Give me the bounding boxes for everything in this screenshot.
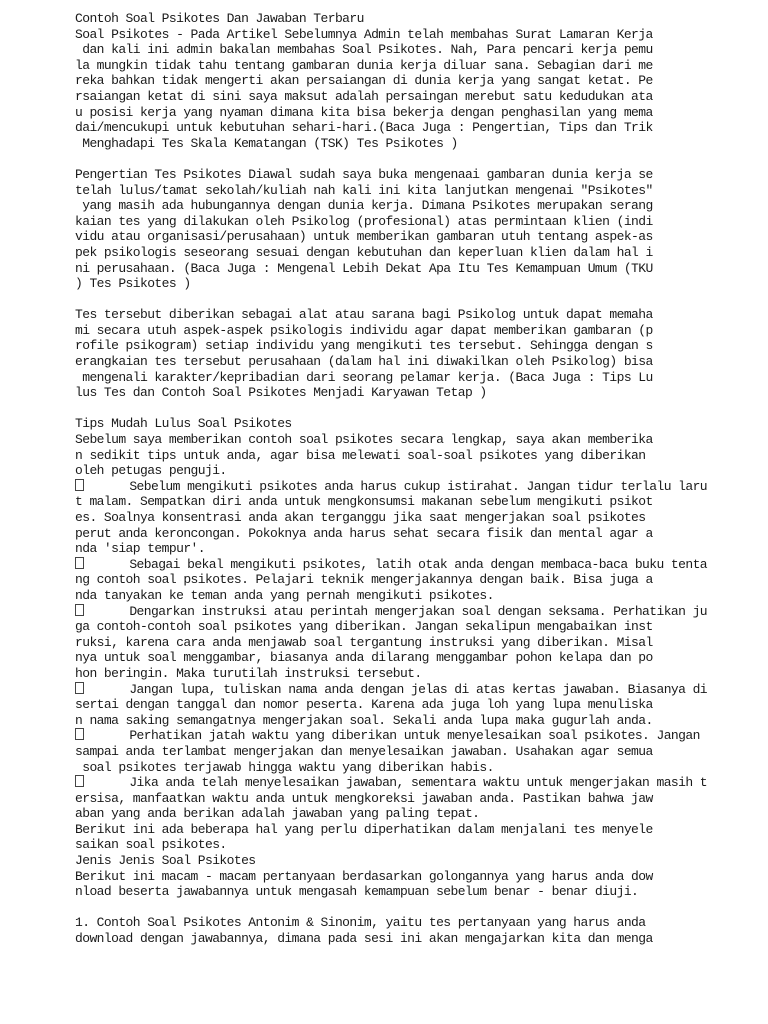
text-line: dan kali ini admin bakalan membahas Soal Psikotes. Nah, Para pencari kerja pemu	[75, 42, 653, 58]
paragraph-gap	[75, 151, 755, 167]
jenis-heading: Jenis Jenis Soal Psikotes	[75, 853, 256, 869]
text-line: sampai anda terlambat mengerjakan dan menyelesaikan jawaban. Usahakan agar semua	[75, 743, 653, 759]
text-line: es. Soalnya konsentrasi anda akan terganggu jika saat mengerjakan soal psikotes	[75, 510, 646, 525]
missing-glyph-icon	[75, 728, 84, 740]
tip-item	[75, 775, 755, 822]
text-line: pek psikologis seseorang sesuai dengan kebutuhan dan keperluan klien dalam hal i	[75, 244, 653, 260]
tip-item	[75, 557, 755, 604]
paragraph-gap	[75, 292, 755, 308]
text-line	[75, 728, 755, 744]
missing-glyph-icon	[75, 604, 84, 616]
text-line: n nama saking semangatnya mengerjakan soal. Sekali anda lupa maka gugurlah anda.	[75, 712, 653, 728]
text-line: lus Tes dan Contoh Soal Psikotes Menjadi Karyawan Tetap )	[75, 385, 487, 401]
text-line: la mungkin tidak tahu tentang gambaran dunia kerja diluar sana. Sebagian dari me	[75, 57, 653, 73]
intro-paragraph	[75, 27, 755, 152]
tip-text: Perhatikan jatah waktu yang diberikan untuk menyelesaikan soal psikotes. Jangan	[86, 728, 700, 744]
numbered-item	[75, 915, 755, 946]
tip-item	[75, 682, 755, 729]
text-line: oleh petugas penguji.	[75, 463, 227, 479]
paragraph-gap	[75, 401, 755, 417]
text-line: Pengertian Tes Psikotes Diawal sudah saya buka mengenaai gambaran dunia kerja se	[75, 166, 653, 182]
text-line	[75, 479, 755, 495]
text-line: Tes tersebut diberikan sebagai alat atau sarana bagi Psikolog untuk dapat memaha	[75, 307, 653, 323]
text-line: kaian tes yang dilakukan oleh Psikolog (profesional) atas permintaan klien (indi	[75, 213, 653, 229]
tip-text: Jika anda telah menyelesaikan jawaban, sementara waktu untuk mengerjakan masih t	[86, 775, 708, 791]
text-line: reka bahkan tidak mengerti akan persaiangan di dunia kerja yang sangat ketat. Pe	[75, 73, 653, 89]
text-line: nload beserta jawabannya untuk mengasah kemampuan sebelum benar - benar diuji.	[75, 884, 639, 900]
purpose-paragraph	[75, 307, 755, 401]
text-line: rsaiangan ketat di sini saya maksut adalah persaingan merebut satu kedudukan ata	[75, 88, 653, 104]
text-line: dai/mencukupi untuk kebutuhan sehari-hari.(Baca Juga : Pengertian, Tips dan Trik	[75, 120, 653, 136]
tip-item	[75, 728, 755, 775]
jenis-intro	[75, 869, 755, 900]
missing-glyph-icon	[75, 557, 84, 569]
text-line	[75, 682, 755, 698]
tip-item	[75, 479, 755, 557]
text-line: Menghadapi Tes Skala Kematangan (TSK) Tes Psikotes )	[75, 135, 458, 151]
tip-item	[75, 604, 755, 682]
text-line: 1. Contoh Soal Psikotes Antonim & Sinonim, yaitu tes pertanyaan yang harus anda	[75, 915, 646, 931]
definition-paragraph	[75, 167, 755, 292]
text-line: soal psikotes terjawab hingga waktu yang diberikan habis.	[75, 759, 494, 775]
text-line: perut anda keroncongan. Pokoknya anda harus sehat secara fisik dan mental agar a	[75, 525, 653, 541]
tip-text: Jangan lupa, tuliskan nama anda dengan jelas di atas kertas jawaban. Biasanya di	[86, 681, 708, 697]
tip-text: Sebelum mengikuti psikotes anda harus cukup istirahat. Jangan tidur terlalu laru	[86, 478, 708, 494]
text-line: ruksi, karena cara anda menjawab soal tergantung instruksi yang diberikan. Misal	[75, 634, 653, 650]
text-line: rofile psikogram) setiap individu yang mengikuti tes tersebut. Sehingga dengan s	[75, 338, 653, 354]
text-line	[75, 775, 755, 791]
text-line	[75, 557, 755, 573]
text-line: Berikut ini ada beberapa hal yang perlu diperhatikan dalam menjalani tes menyele	[75, 821, 653, 837]
text-line: nda 'siap tempur'.	[75, 541, 205, 557]
text-line: ni perusahaan. (Baca Juga : Mengenal Lebih Dekat Apa Itu Tes Kemampuan Umum (TKU	[75, 260, 653, 276]
text-line: t malam. Sempatkan diri anda untuk mengkonsumsi makanan sebelum mengikuti psikot	[75, 494, 653, 510]
text-line: Soal Psikotes - Pada Artikel Sebelumnya Admin telah membahas Surat Lamaran Kerja	[75, 26, 653, 42]
text-line: hon beringin. Maka turutilah instruksi tersebut.	[75, 665, 422, 681]
missing-glyph-icon	[75, 479, 84, 491]
text-line	[75, 604, 755, 620]
text-line: erangkaian tes tersebut perusahaan (dalam hal ini diwakilkan oleh Psikolog) bisa	[75, 354, 653, 370]
text-line: mengenali karakter/kepribadian dari seorang pelamar kerja. (Baca Juga : Tips Lu	[75, 369, 653, 385]
text-line: nya untuk soal menggambar, biasanya anda dilarang menggambar pohon kelapa dan po	[75, 650, 653, 666]
text-line: mi secara utuh aspek-aspek psikologis individu agar dapat memberikan gambaran (p	[75, 322, 653, 338]
text-line: u posisi kerja yang nyaman dimana kita bisa bekerja dengan penghasilan yang mema	[75, 104, 653, 120]
text-line: vidu atau organisasi/perusahaan) untuk memberikan gambaran utuh tentang aspek-as	[75, 229, 653, 245]
text-line: ersisa, manfaatkan waktu anda untuk mengkoreksi jawaban anda. Pastikan bahwa jaw	[75, 790, 653, 806]
missing-glyph-icon	[75, 775, 84, 787]
document-page	[75, 11, 755, 947]
text-line: nda tanyakan ke teman anda yang pernah mengikuti psikotes.	[75, 587, 494, 603]
document-title: Contoh Soal Psikotes Dan Jawaban Terbaru	[75, 11, 364, 26]
text-line: Berikut ini macam - macam pertanyaan berdasarkan golongannya yang harus anda dow	[75, 868, 653, 884]
text-line: n sedikit tips untuk anda, agar bisa melewati soal-soal psikotes yang diberikan	[75, 447, 646, 463]
text-line: sertai dengan tanggal dan nomor peserta. Karena ada juga loh yang lupa menuliska	[75, 697, 653, 713]
text-line: ) Tes Psikotes )	[75, 276, 191, 292]
text-line: saikan soal psikotes.	[75, 837, 227, 853]
text-line: ng contoh soal psikotes. Pelajari teknik mengerjakannya dengan baik. Bisa juga a	[75, 572, 653, 588]
text-line: download dengan jawabannya, dimana pada sesi ini akan mengajarkan kita dan menga	[75, 931, 653, 947]
text-line: yang masih ada hubungannya dengan dunia kerja. Dimana Psikotes merupakan serang	[75, 198, 653, 214]
tip-text: Dengarkan instruksi atau perintah mengerjakan soal dengan seksama. Perhatikan ju	[86, 603, 708, 619]
text-line: ga contoh-contoh soal psikotes yang diberikan. Jangan sekalipun mengabaikan inst	[75, 619, 653, 635]
text-line: Sebelum saya memberikan contoh soal psikotes secara lengkap, saya akan memberika	[75, 432, 653, 448]
tip-text: Sebagai bekal mengikuti psikotes, latih otak anda dengan membaca-baca buku tenta	[86, 556, 708, 572]
text-line: telah lulus/tamat sekolah/kuliah nah kali ini kita lanjutkan mengenai "Psikotes"	[75, 182, 653, 198]
text-line: aban yang anda berikan adalah jawaban yang paling tepat.	[75, 806, 480, 822]
tips-outro	[75, 822, 755, 853]
missing-glyph-icon	[75, 682, 84, 694]
paragraph-gap	[75, 900, 755, 916]
tips-heading: Tips Mudah Lulus Soal Psikotes	[75, 416, 292, 432]
tips-intro	[75, 432, 755, 479]
